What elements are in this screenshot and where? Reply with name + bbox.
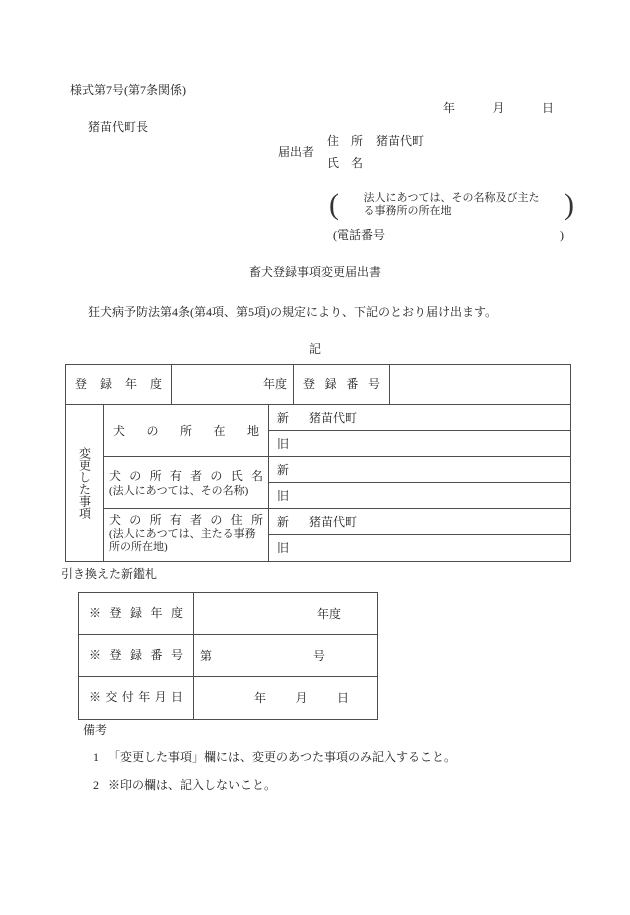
applicant-lines (327, 133, 424, 171)
owner-address-old-cell (269, 535, 570, 561)
corporate-note-text (364, 192, 540, 218)
tag-issue-date-row (79, 677, 377, 719)
changed-items-body (66, 405, 570, 561)
owner-name-new-cell (269, 457, 570, 483)
dog-location-old-cell (269, 431, 570, 457)
address-label: 住 所 (327, 134, 364, 148)
note-1-text: 「変更した事項」欄には、変更のあつた事項のみ記入すること。 (108, 750, 457, 764)
document-title: 畜犬登録事項変更届出書 (248, 265, 381, 279)
note-item-1 (93, 749, 456, 765)
phone-line (333, 227, 564, 243)
row-label-owner-name: 犬 の 所 有 者 の 氏 名 (法人にあつては、その名称) (104, 457, 268, 509)
phone-label: (電話番号 (333, 228, 385, 242)
tag-reg-year-cell (194, 593, 377, 634)
corporate-note (329, 189, 574, 221)
new-tag-table (78, 592, 378, 720)
tag-reg-year-row (79, 593, 377, 635)
issue-day-label: 日 (336, 691, 349, 705)
corporate-note-line2: る事務所の所在地 (363, 205, 452, 217)
note-item-2 (93, 777, 276, 793)
owner-name-old-cell (269, 483, 570, 509)
old-label: 旧 (277, 436, 290, 451)
owner-address-new-value: 猪苗代町 (309, 514, 358, 529)
reg-number-label: 登 録 番 号 (294, 365, 390, 404)
tag-reg-number-cell (194, 635, 377, 676)
reg-year-unit: 年度 (262, 377, 287, 391)
address-value: 猪苗代町 (376, 134, 425, 148)
new-tag-heading: 引き換えた新鑑札 (61, 567, 158, 581)
date-month-label: 月 (492, 101, 505, 115)
registration-table (65, 364, 571, 562)
date-line (443, 100, 554, 116)
applicant-address-line (327, 133, 424, 149)
form-number: 様式第7号(第7条関係) (70, 83, 186, 97)
note-2-number: 2 (93, 778, 99, 792)
row-label-dog-location: 犬 の 所 在 地 (104, 405, 268, 457)
new-label: 新 (277, 410, 290, 425)
close-paren-glyph: ) (564, 188, 574, 221)
notes-heading: 備考 (83, 723, 108, 737)
applicant-name-line (327, 155, 424, 171)
tag-reg-number-label: ※ 登 録 番 号 (79, 635, 194, 676)
date-day-label: 日 (541, 101, 554, 115)
owner-name-note: (法人にあつては、その名称) (109, 484, 249, 497)
applicant-block (278, 133, 424, 171)
tag-number-prefix: 第 (200, 648, 213, 663)
open-paren-glyph: ( (329, 188, 339, 221)
phone-close-paren: ) (560, 228, 564, 242)
tag-issue-date-label: ※ 交 付 年 月 日 (79, 677, 194, 719)
new-label: 新 (277, 514, 290, 529)
date-year-label: 年 (443, 101, 456, 115)
issue-month-label: 月 (295, 691, 308, 705)
note-2-text: ※印の欄は、記入しないこと。 (108, 778, 277, 792)
record-marker: 記 (308, 342, 321, 356)
old-label: 旧 (277, 488, 290, 503)
new-label: 新 (277, 462, 290, 477)
note-1-number: 1 (93, 750, 99, 764)
reg-number-value-cell (390, 365, 570, 404)
reg-year-label: 登 録 年 度 (66, 365, 172, 404)
registration-header-row (66, 365, 570, 405)
addressee: 猪苗代町長 (88, 120, 149, 134)
body-text: 狂犬病予防法第4条(第4項、第5項)の規定により、下記のとおり届け出ます。 (88, 305, 498, 319)
corporate-note-line1: 法人にあつては、その名称及び主た (363, 192, 540, 204)
tag-number-suffix: 号 (312, 648, 325, 663)
owner-address-new-cell (269, 509, 570, 535)
name-label: 氏 名 (327, 156, 364, 170)
changed-items-labels (104, 405, 269, 561)
changed-items-label: 変更した事項 (77, 447, 92, 519)
issue-year-label: 年 (254, 691, 267, 705)
dog-location-new-value: 猪苗代町 (309, 410, 358, 425)
changed-items-header-cell (66, 405, 104, 561)
changed-items-values (269, 405, 570, 561)
dog-location-new-cell (269, 405, 570, 431)
owner-address-note: (法人にあつては、主たる事務所の所在地) (109, 528, 256, 553)
tag-reg-year-unit: 年度 (316, 606, 341, 621)
tag-issue-date-cell (194, 677, 377, 719)
applicant-label: 届出者 (278, 145, 315, 159)
old-label: 旧 (277, 541, 290, 555)
reg-year-value-cell (172, 365, 294, 404)
tag-reg-number-row (79, 635, 377, 677)
tag-reg-year-label: ※ 登 録 年 度 (79, 593, 194, 634)
row-label-owner-address: 犬 の 所 有 者 の 住 所 (法人にあつては、主たる事務所の所在地) (109, 513, 263, 553)
